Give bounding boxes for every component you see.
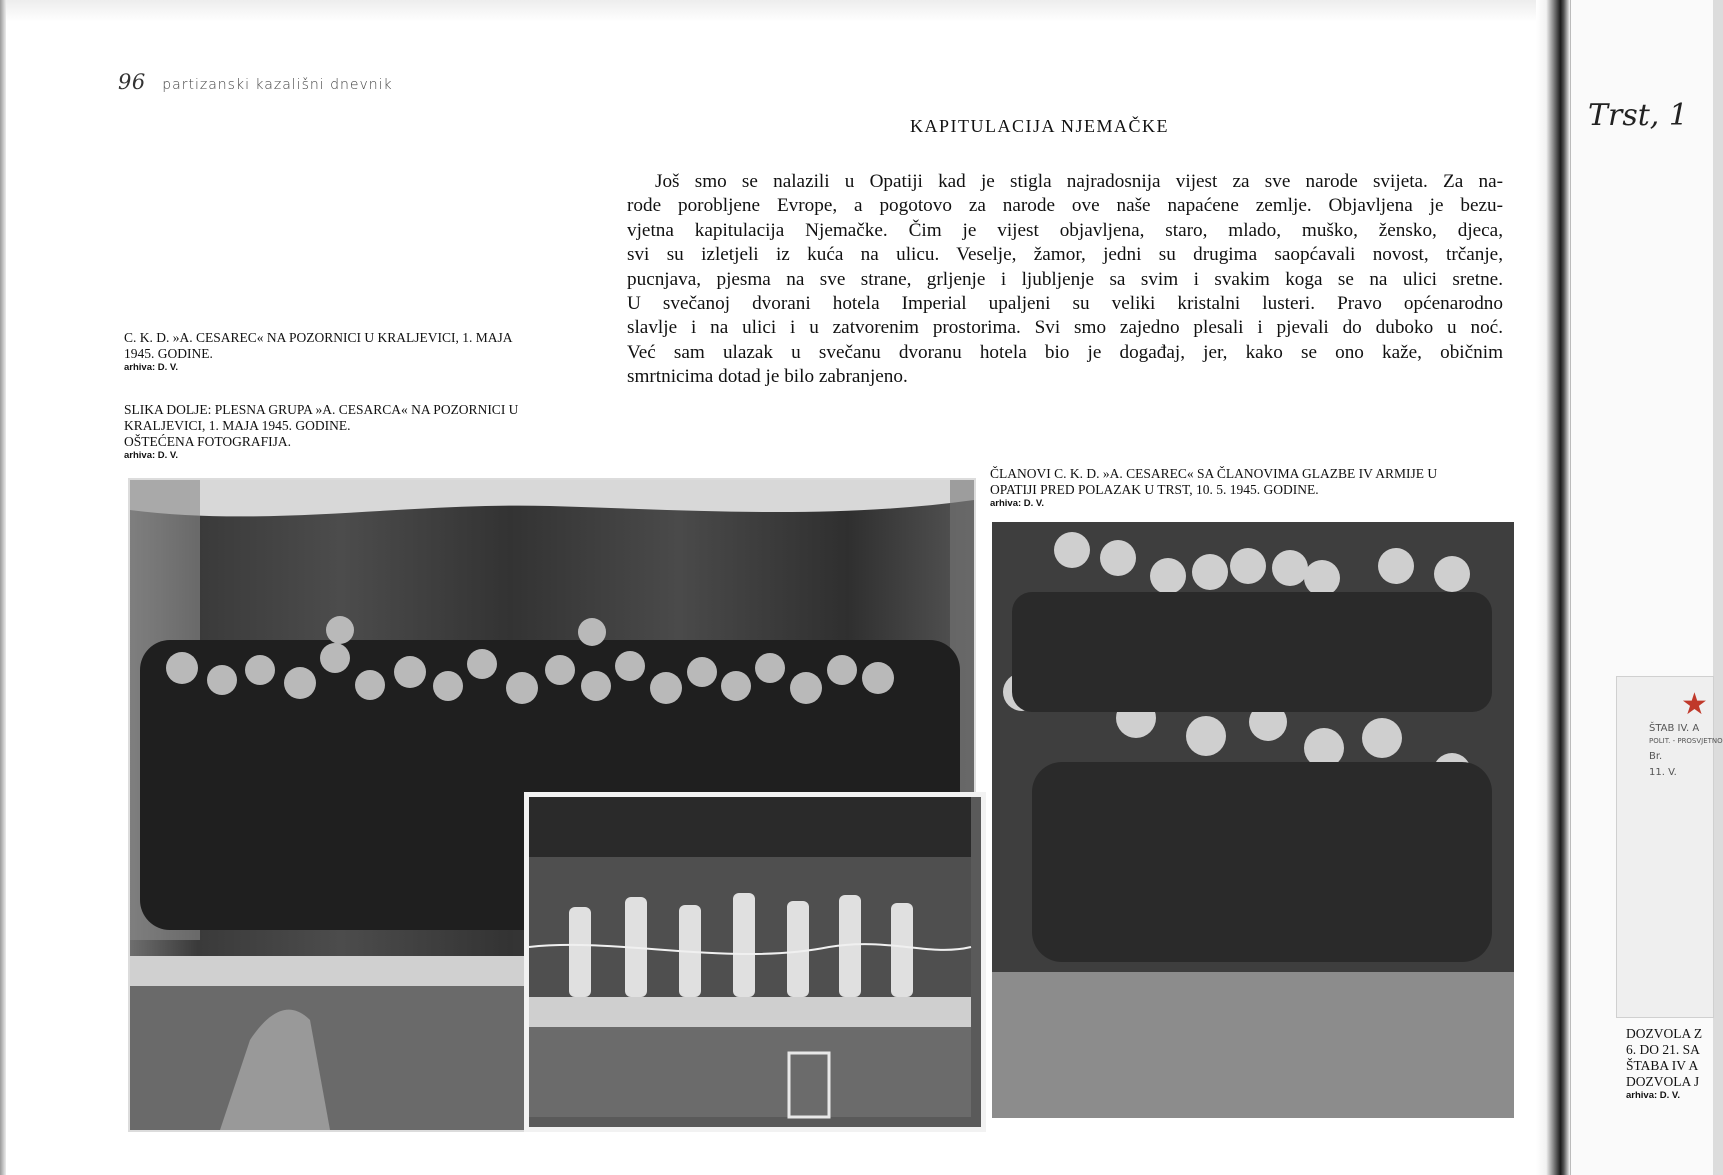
caption-dance-photo xyxy=(124,402,518,462)
running-head xyxy=(118,70,393,94)
scan-shadow-left xyxy=(0,0,6,1175)
caption-stage-photo xyxy=(124,330,513,374)
caption-line: ŠTABA IV A xyxy=(1626,1058,1699,1073)
body-line: Još smo se nalazili u Opatiji kad je stigla najradosnija vijest za sve narode svijeta. Za na- xyxy=(655,171,1503,192)
book-title: partizanski kazališni dnevnik xyxy=(162,77,393,93)
body-line: svi su izletjeli iz kuća na ulicu. Veselje, žamor, jedni su drugima saopćavali novost, trčanje, xyxy=(627,244,1503,266)
document-line: 11. V. xyxy=(1649,767,1677,778)
body-line: Već sam ulazak u svečanu dvoranu hotela bio je događaj, jer, kako se ono kaže, običnim xyxy=(627,341,1503,363)
red-star-icon: ★ xyxy=(1681,687,1708,722)
caption-line: 1945. GODINE. xyxy=(124,346,213,361)
page-number: 96 xyxy=(118,70,146,94)
body-line: smrtnicima dotad je bilo zabranjeno. xyxy=(627,366,908,388)
caption-credit: arhiva: D. V. xyxy=(124,362,179,373)
document-line: ŠTAB IV. A xyxy=(1649,723,1700,734)
chapter-title: KAPITULACIJA NJEMAČKE xyxy=(910,116,1170,136)
caption-line: SLIKA DOLJE: PLESNA GRUPA »A. CESARCA« NA POZORNICI U xyxy=(124,402,519,417)
permit-document-thumbnail xyxy=(1616,676,1723,1018)
caption-credit: arhiva: D. V. xyxy=(124,450,179,461)
dance-photo-art xyxy=(529,797,971,1117)
soldiers-group-photo xyxy=(992,522,1514,1118)
caption-credit: arhiva: D. V. xyxy=(1626,1090,1681,1101)
scan-shadow-top xyxy=(0,0,1560,22)
page-fold xyxy=(1536,0,1570,1175)
caption-line: DOZVOLA Z xyxy=(1626,1026,1703,1041)
handwritten-note: Trst, 1 xyxy=(1588,98,1688,133)
caption-line: C. K. D. »A. CESAREC« NA POZORNICI U KRALJEVICI, 1. MAJA xyxy=(124,330,513,345)
caption-line: OŠTEĆENA FOTOGRAFIJA. xyxy=(124,434,292,449)
caption-permit-document xyxy=(1626,1026,1702,1102)
caption-soldiers-photo xyxy=(990,466,1437,510)
body-line: vjetna kapitulacija Njemačke. Čim je vijest objavljena, staro, mlado, muško, žensko, djeca, xyxy=(627,219,1503,241)
caption-line: 6. DO 21. SA xyxy=(1626,1042,1700,1057)
body-line: rode porobljene Evrope, a pogotovo za narode ove naše napaćene zemlje. Objavljena je bezu- xyxy=(627,195,1503,217)
document-line: Br. xyxy=(1649,751,1663,762)
caption-line: KRALJEVICI, 1. MAJA 1945. GODINE. xyxy=(124,418,351,433)
caption-line: ČLANOVI C. K. D. »A. CESAREC« SA ČLANOVIMA GLAZBE IV ARMIJE U xyxy=(990,466,1438,481)
caption-line: DOZVOLA J xyxy=(1626,1074,1700,1089)
caption-line: OPATIJI PRED POLAZAK U TRST, 10. 5. 1945. GODINE. xyxy=(990,482,1319,497)
body-paragraph xyxy=(627,170,1503,390)
body-line: U svečanoj dvorani hotela Imperial upaljeni su veliki kristalni lusteri. Pravo općenarodno xyxy=(627,293,1503,315)
body-line: pucnjava, pjesma na sve strane, grljenje i ljubljenje sa svim i svakim koga se na ulici sretne. xyxy=(627,268,1503,290)
dance-group-photo xyxy=(524,792,986,1132)
body-line: slavlje i na ulici i u zatvorenim prostorima. Svi smo zajedno plesali i pjevali do duboko u noć. xyxy=(627,317,1503,339)
caption-credit: arhiva: D. V. xyxy=(990,498,1045,509)
document-line: POLIT. - PROSVJETNO xyxy=(1649,737,1723,745)
soldiers-photo-art xyxy=(992,522,1514,1118)
